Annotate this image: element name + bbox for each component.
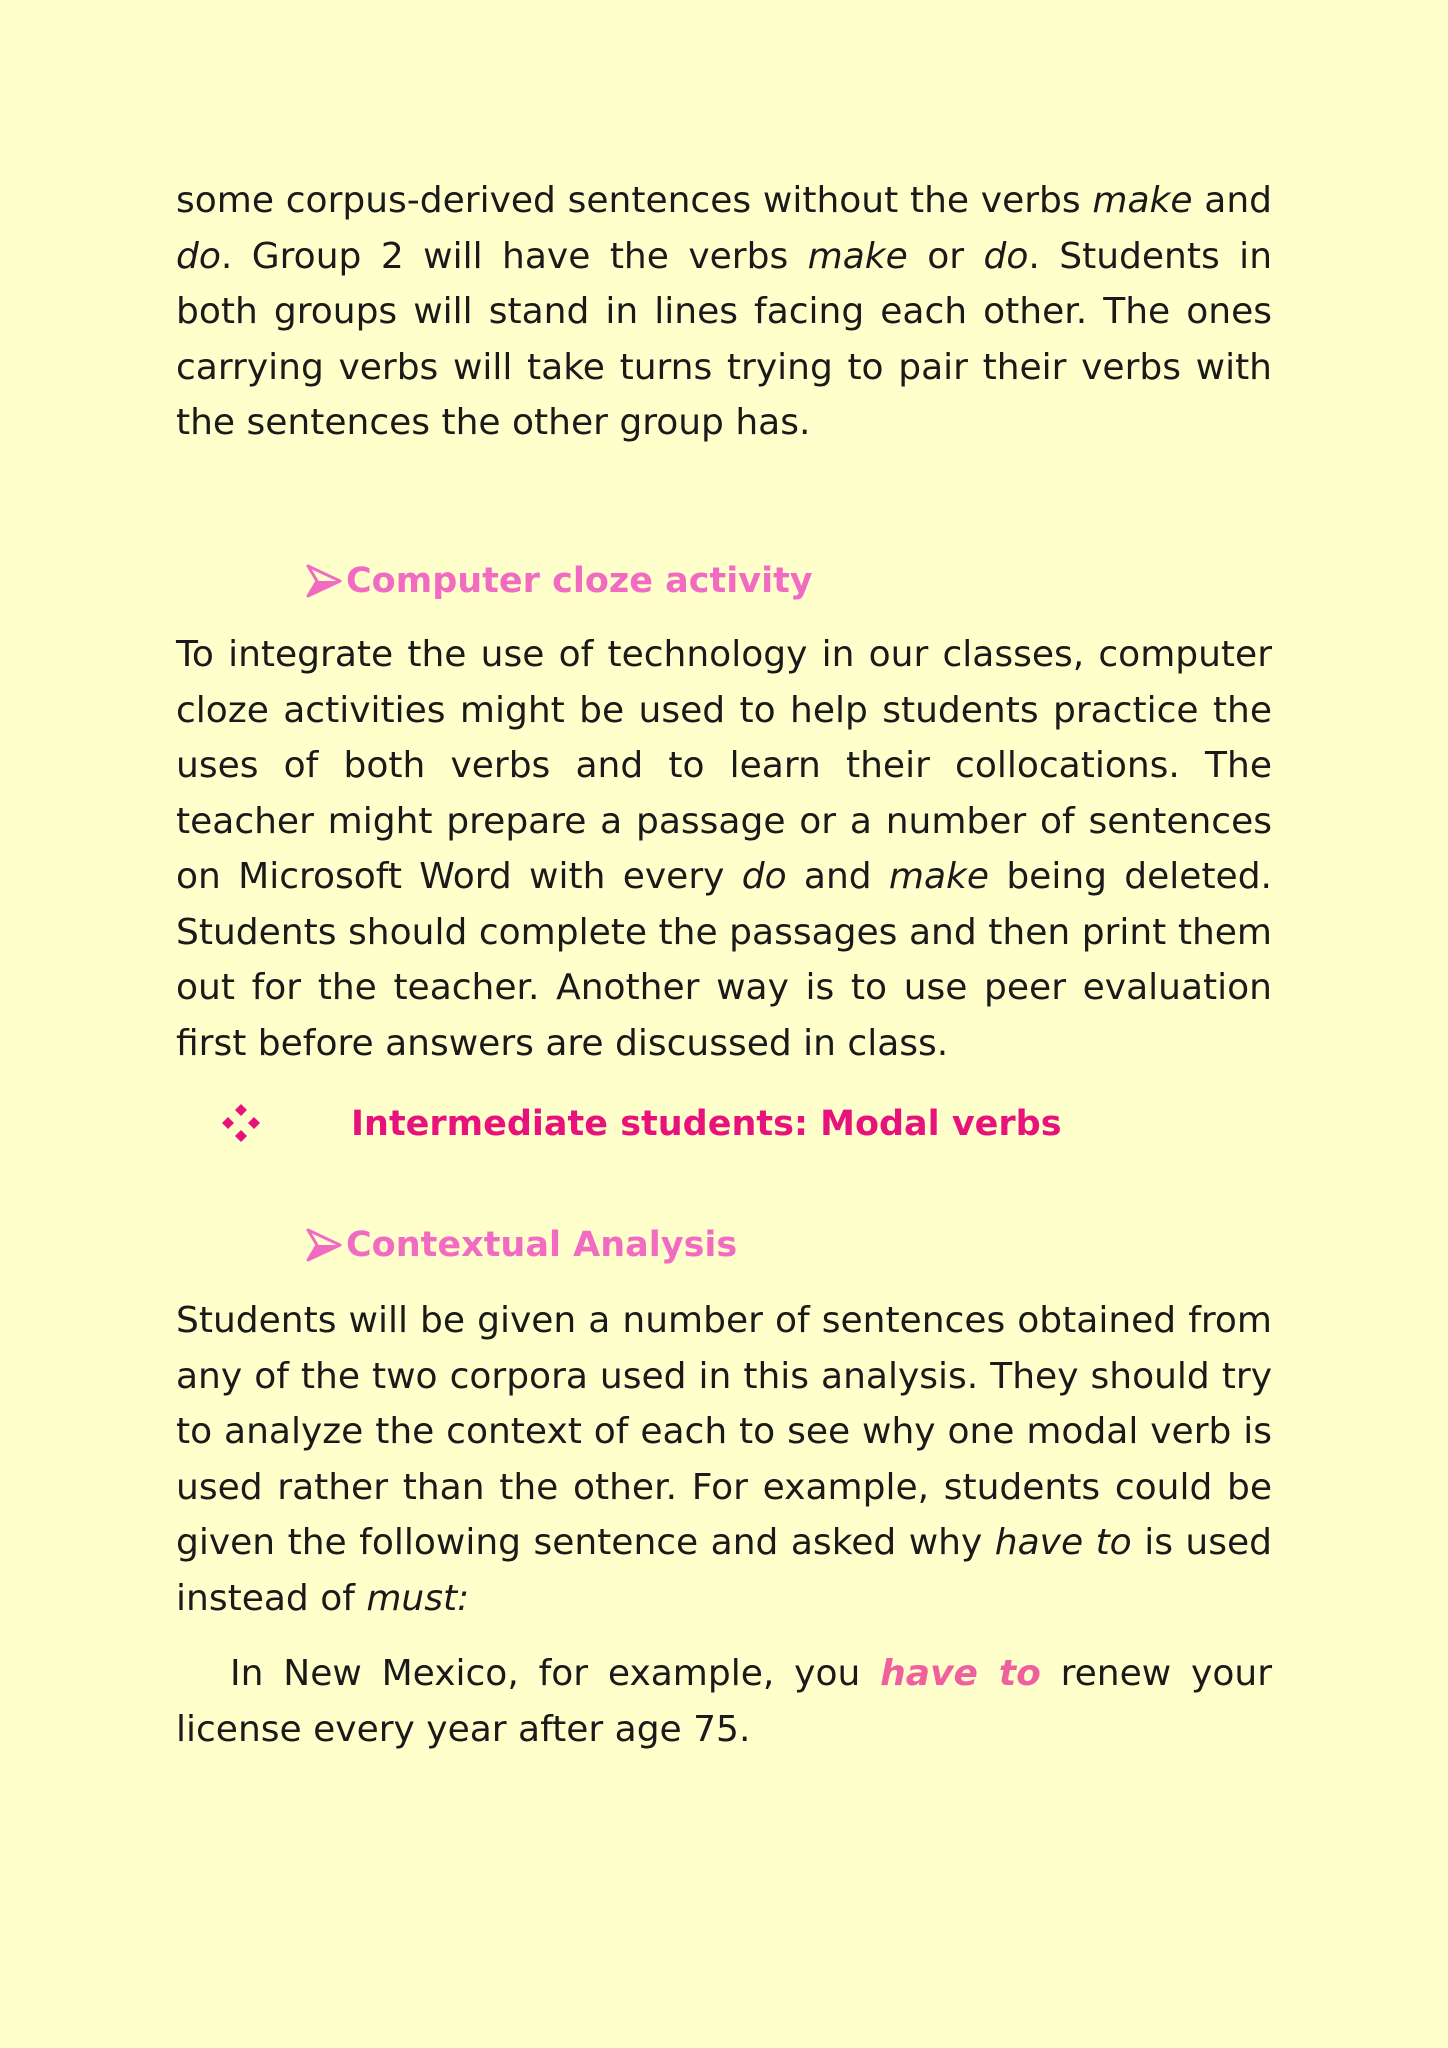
arrow-bullet-icon [306, 563, 342, 599]
italic-term: have to [994, 1522, 1132, 1563]
text-run: being deleted. Students should complete the passages and then print them out for the teacher. Another way is to use peer evaluation first before answers are discussed in class. [176, 856, 1272, 1064]
paragraph-computer-cloze [176, 627, 1272, 1071]
text-run: and [1192, 180, 1273, 221]
subheading-text: Computer cloze activity [346, 561, 813, 601]
italic-term: make [807, 235, 908, 277]
text-run: . Students in both groups will stand in lines facing each other. The ones carrying verbs will take turns trying to pair their verbs with the sentences the other group has. [176, 235, 1273, 443]
text-run: To integrate the use of technology in our classes, computer cloze activities might be used to help students practice the uses of both verbs and to learn their collocations. The teacher might prepare a passage or a number of sentences on Microsoft Word with every [176, 634, 1272, 897]
text-run: and [786, 856, 889, 897]
text-run: . Group 2 will have the verbs [220, 235, 808, 277]
arrow-bullet-icon [306, 1227, 342, 1263]
paragraph-contextual-analysis [176, 1293, 1272, 1626]
italic-term: do [983, 235, 1029, 277]
diamond-bullet-icon [220, 1102, 262, 1144]
highlighted-phrase: have to [880, 1653, 1041, 1694]
subheading-computer-cloze [306, 554, 813, 608]
example-sentence [176, 1646, 1272, 1757]
heading-intermediate-students [220, 1100, 1062, 1156]
italic-term: must: [366, 1577, 470, 1619]
text-run: or [907, 235, 984, 277]
italic-term: make [1092, 180, 1193, 221]
text-run: Students will be given a number of sentences obtained from any of the two corpora used in this analysis. They should try to analyze the context of each to see why one modal verb is used rather than the other. For example, students could be given the following sentence and asked why [176, 1300, 1272, 1563]
paragraph-group-activity [176, 173, 1272, 451]
italic-term: do [176, 235, 221, 277]
italic-term: do [741, 856, 787, 897]
heading-text: Intermediate students: Modal verbs [351, 1104, 1062, 1144]
subheading-contextual-analysis [306, 1218, 737, 1272]
text-run: renew your license every year after age 75. [176, 1653, 1272, 1750]
subheading-text: Contextual Analysis [346, 1225, 738, 1265]
text-run: some corpus-derived sentences without the verbs [176, 180, 1093, 221]
text-run: is used instead of [176, 1522, 1272, 1619]
italic-term: make [888, 856, 990, 897]
text-run: In New Mexico, for example, you [230, 1653, 881, 1694]
